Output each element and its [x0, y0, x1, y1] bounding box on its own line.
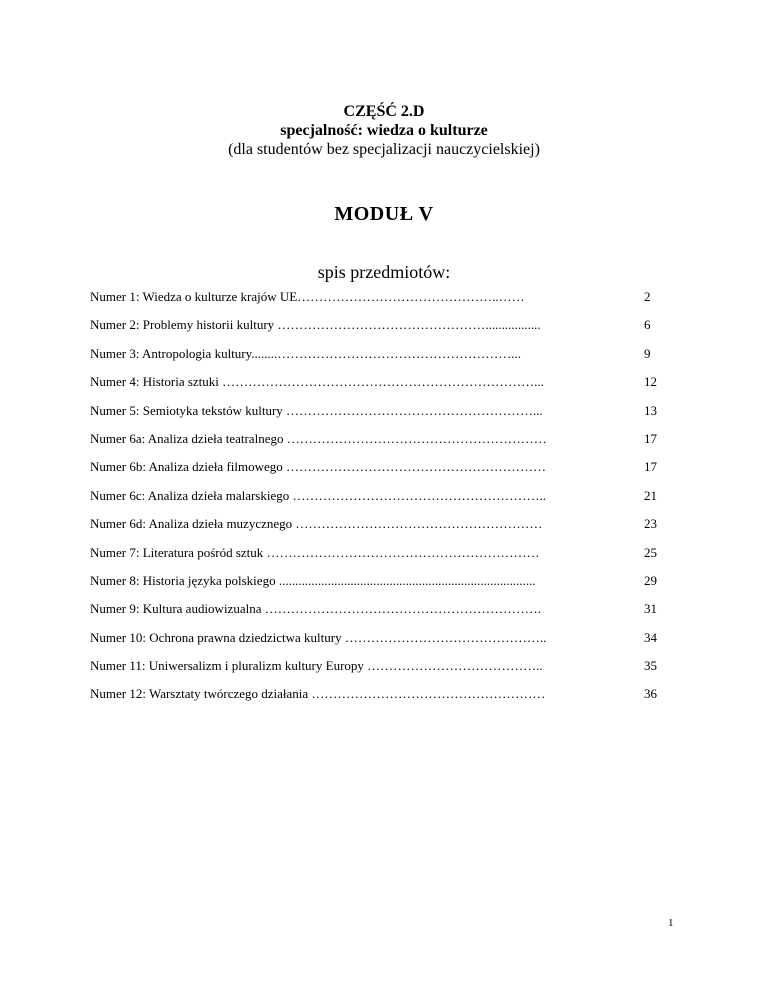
toc-entry[interactable]	[90, 430, 690, 458]
toc-entry[interactable]	[90, 316, 690, 344]
toc-entry-title: Numer 8: Historia języka polskiego ...............................................................................	[90, 572, 536, 588]
toc-entry[interactable]	[90, 515, 690, 543]
toc-entry-page: 29	[644, 572, 657, 588]
toc-entry[interactable]	[90, 487, 690, 515]
toc-entry-page: 23	[644, 516, 657, 532]
toc-entry-title: Numer 9: Kultura audiowizualna ……………………………………………………….	[90, 601, 541, 617]
toc-entry-title: Numer 1: Wiedza o kulturze krajów UE………………………………………..……	[90, 289, 525, 304]
toc-entry-page: 2	[644, 289, 651, 304]
toc-entry-page: 17	[644, 459, 657, 475]
toc-entry-title: Numer 11: Uniwersalizm i pluralizm kultury Europy …………………………………..	[90, 658, 543, 674]
toc-entry-page: 36	[644, 686, 657, 702]
toc-entry[interactable]	[90, 373, 690, 401]
toc-entry[interactable]	[90, 657, 690, 685]
specialty-title: specjalność: wiedza o kulturze	[280, 122, 488, 139]
toc-entry-title: Numer 4: Historia sztuki ………………………………………………………………...	[90, 374, 544, 390]
toc-entry[interactable]	[90, 288, 690, 316]
toc-entry-page: 13	[644, 402, 657, 418]
toc-entry-page: 34	[644, 629, 657, 645]
toc-entry-page: 17	[644, 430, 657, 446]
toc-entry[interactable]	[90, 544, 690, 572]
toc-entry-title: Numer 6b: Analiza dzieła filmowego ……………………………………………………	[90, 459, 547, 475]
toc-entry-page: 12	[644, 374, 657, 390]
toc-entry-page: 9	[644, 345, 651, 361]
toc-entry-title: Numer 5: Semiotyka tekstów kultury …………………………………………………...	[90, 402, 543, 418]
toc-entry-page: 21	[644, 487, 657, 503]
toc-entry-title: Numer 3: Antropologia kultury........………………………………………………...	[90, 345, 522, 361]
toc-entry[interactable]	[90, 402, 690, 430]
page-number: 1	[668, 917, 674, 929]
toc-entry[interactable]	[90, 685, 690, 713]
toc-entry[interactable]	[90, 629, 690, 657]
toc-entry-page: 25	[644, 544, 657, 560]
toc-entry-title: Numer 12: Warsztaty twórczego działania ………………………………………………	[90, 686, 546, 702]
toc-entry[interactable]	[90, 345, 690, 373]
table-of-contents	[90, 288, 690, 714]
toc-heading: spis przedmiotów:	[317, 262, 451, 282]
toc-entry[interactable]	[90, 458, 690, 486]
toc-entry-page: 6	[644, 317, 651, 333]
toc-entry-title: Numer 10: Ochrona prawna dziedzictwa kultury ………………………………………..	[90, 629, 547, 645]
toc-entry-title: Numer 6a: Analiza dzieła teatralnego ……………………………………………………	[90, 430, 547, 446]
audience-note: (dla studentów bez specjalizacji nauczycielskiej)	[228, 141, 540, 158]
toc-entry-title: Numer 6c: Analiza dzieła malarskiego …………………………………………………..	[90, 487, 547, 503]
module-title: MODUŁ V	[334, 203, 434, 225]
part-title: CZĘŚĆ 2.D	[343, 103, 425, 120]
toc-entry-title: Numer 2: Problemy historii kultury ………………………………………….................	[90, 317, 541, 333]
toc-entry[interactable]	[90, 600, 690, 628]
toc-entry-page: 31	[644, 601, 657, 617]
toc-entry-page: 35	[644, 658, 657, 674]
toc-entry-title: Numer 6d: Analiza dzieła muzycznego …………………………………………………	[90, 516, 543, 532]
toc-entry[interactable]	[90, 572, 690, 600]
toc-entry-title: Numer 7: Literatura pośród sztuk ………………………………………………………	[90, 544, 540, 560]
